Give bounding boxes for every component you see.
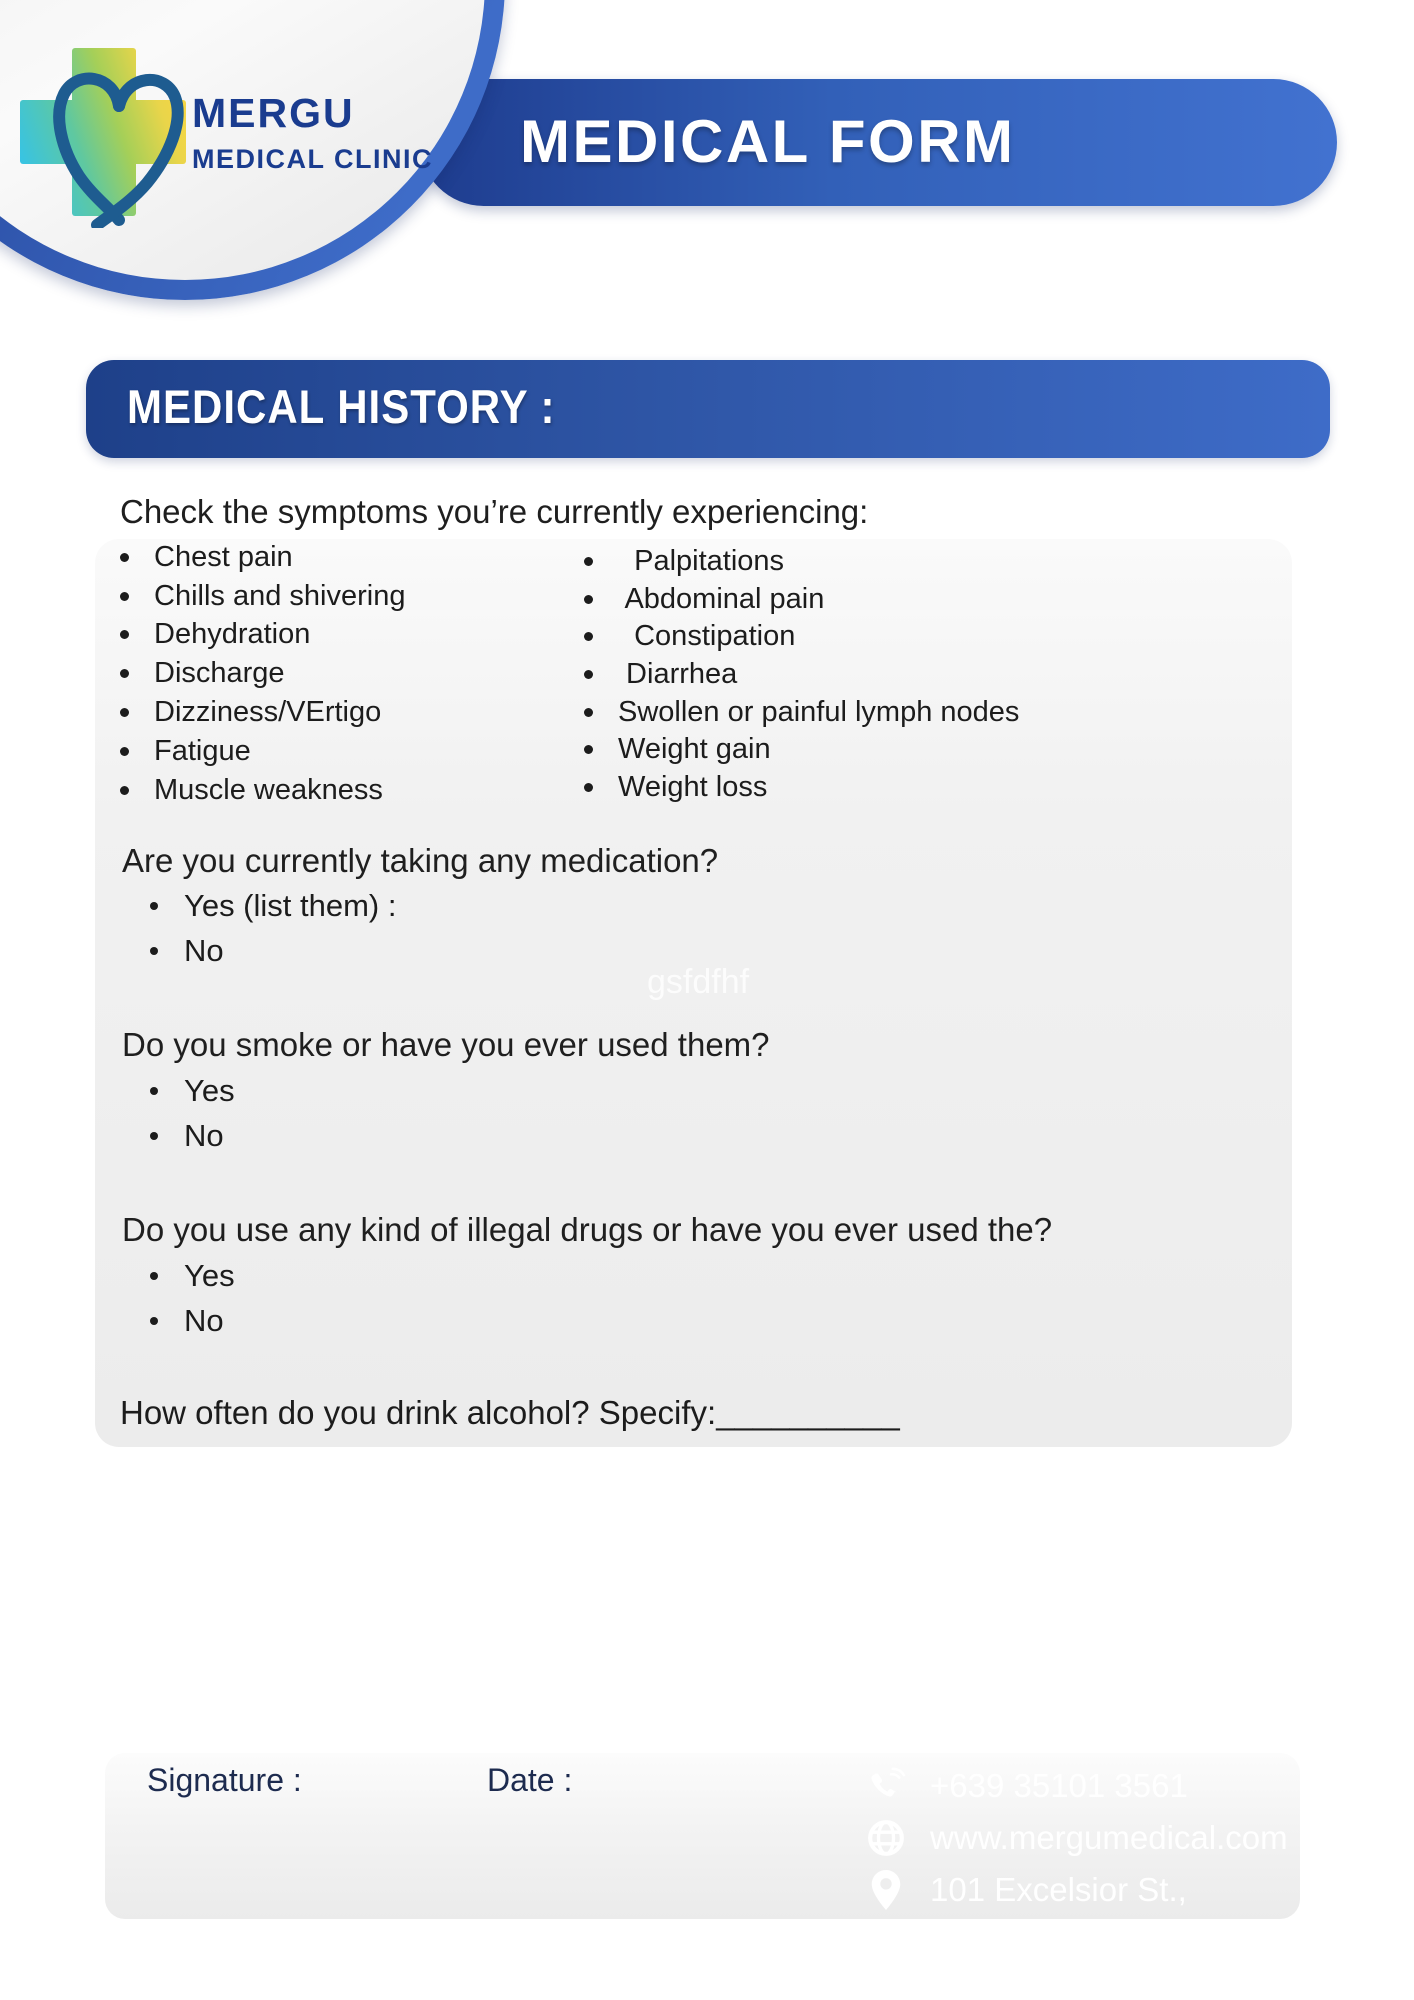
option-yes[interactable]: Yes (list them) : <box>148 883 396 928</box>
symptom-item[interactable]: Discharge <box>118 654 405 693</box>
location-pin-icon <box>864 1864 908 1916</box>
alcohol-question-text: How often do you drink alcohol? Specify: <box>120 1394 717 1431</box>
symptom-item[interactable]: Fatigue <box>118 732 405 771</box>
section-title: MEDICAL HISTORY : <box>127 380 556 433</box>
question-drugs: Do you use any kind of illegal drugs or have you ever used the? <box>122 1211 1053 1248</box>
symptom-item[interactable]: Chest pain <box>118 538 405 577</box>
signature-field[interactable]: Signature : <box>147 1762 302 1798</box>
symptom-item[interactable]: Chills and shivering <box>118 577 405 616</box>
contact-phone[interactable]: +639 35101 3561 <box>930 1767 1188 1804</box>
contact-card <box>822 1745 1340 2000</box>
option-yes[interactable]: Yes <box>148 1068 235 1113</box>
watermark-text: gsfdfhf <box>647 963 750 1001</box>
option-yes[interactable]: Yes <box>148 1253 235 1298</box>
medication-options <box>148 883 396 973</box>
page-title: MEDICAL FORM <box>520 107 1016 175</box>
phone-icon <box>864 1760 908 1812</box>
alcohol-answer-blank[interactable]: __________ <box>716 1394 900 1431</box>
medical-form-banner <box>420 79 1337 206</box>
clinic-logo <box>18 46 488 226</box>
clinic-tagline: MEDICAL CLINIC <box>192 144 433 174</box>
contact-website[interactable]: www.mergumedical.com <box>930 1819 1288 1856</box>
smoking-options <box>148 1068 235 1158</box>
contact-website-row <box>864 1812 1310 1864</box>
medical-history-bar <box>86 360 1330 458</box>
symptoms-list-right <box>582 543 1019 806</box>
globe-icon <box>864 1812 908 1864</box>
symptoms-heading: Check the symptoms you’re currently experiencing: <box>120 493 869 530</box>
question-smoking: Do you smoke or have you ever used them? <box>122 1026 770 1063</box>
symptom-item[interactable]: Constipation <box>582 618 1019 656</box>
symptom-item[interactable]: Muscle weakness <box>118 771 405 810</box>
contact-address-row <box>864 1864 1310 1968</box>
cross-with-heart-icon <box>18 46 188 228</box>
symptom-item[interactable]: Weight gain <box>582 731 1019 769</box>
symptom-item[interactable]: Dizziness/VErtigo <box>118 693 405 732</box>
symptom-item[interactable]: Diarrhea <box>582 656 1019 694</box>
option-no[interactable]: No <box>148 928 396 973</box>
drugs-options <box>148 1253 235 1343</box>
option-no[interactable]: No <box>148 1113 235 1158</box>
symptom-item[interactable]: Dehydration <box>118 616 405 655</box>
clinic-name: MERGU <box>192 90 355 136</box>
symptom-item[interactable]: Swollen or painful lymph nodes <box>582 693 1019 731</box>
question-alcohol <box>120 1394 900 1432</box>
symptom-item[interactable]: Abdominal pain <box>582 581 1019 619</box>
symptoms-list-left <box>118 538 405 810</box>
symptom-item[interactable]: Weight loss <box>582 769 1019 807</box>
option-no[interactable]: No <box>148 1298 235 1343</box>
contact-phone-row <box>864 1760 1310 1812</box>
date-field[interactable]: Date : <box>487 1762 573 1798</box>
contact-address[interactable]: 101 Excelsior St., Rockwell City <box>930 1871 1187 1960</box>
question-medication: Are you currently taking any medication? <box>122 842 719 879</box>
symptom-item[interactable]: Palpitations <box>582 543 1019 581</box>
